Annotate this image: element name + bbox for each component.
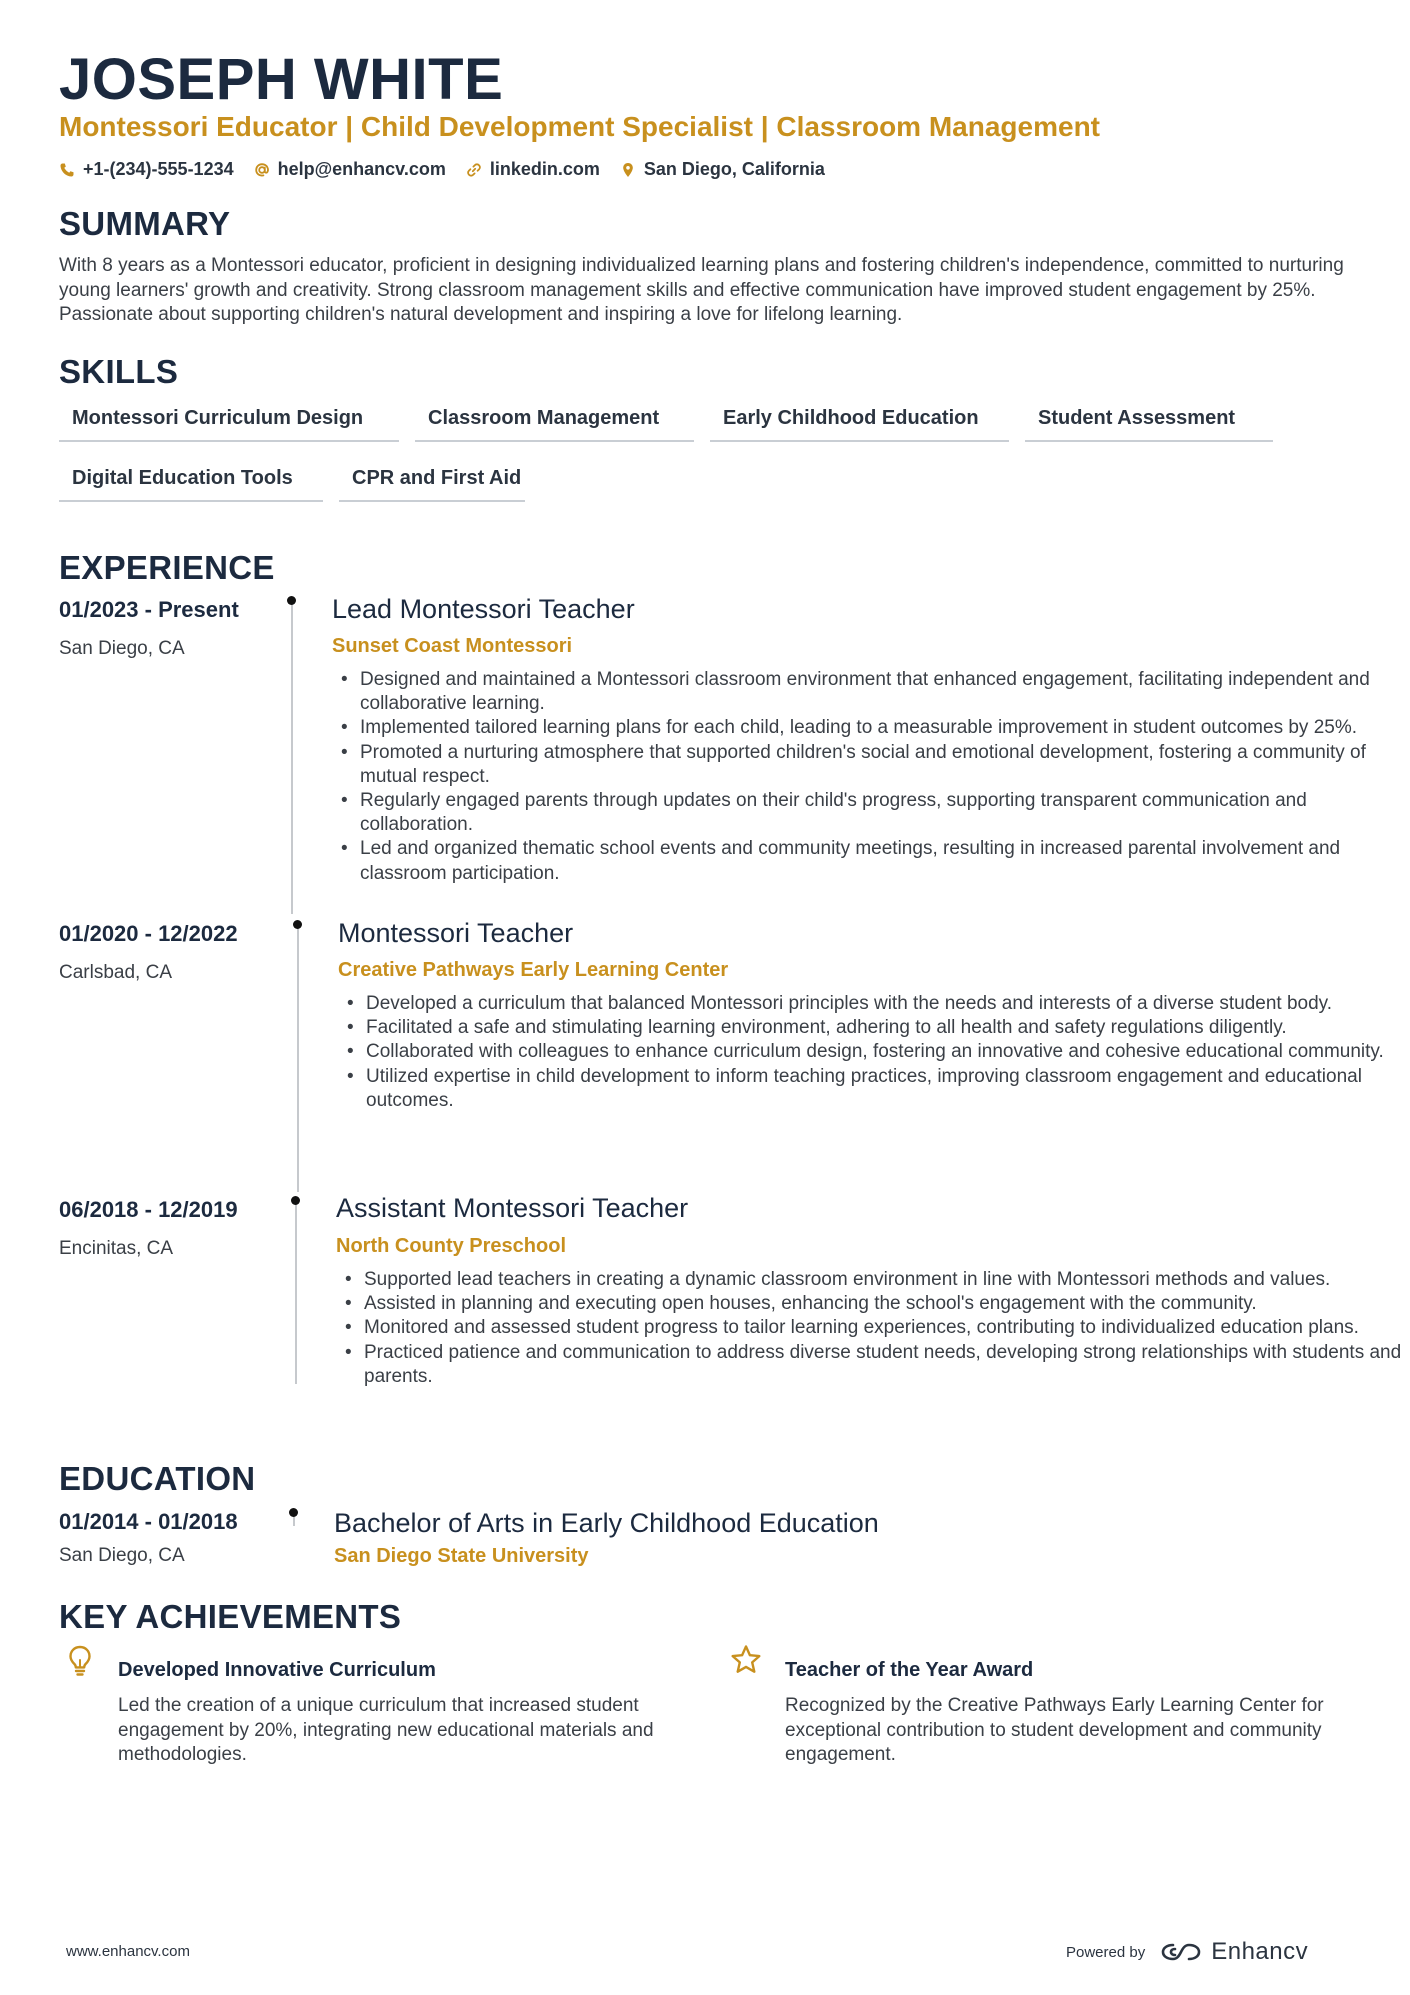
timeline-dot <box>289 1508 298 1517</box>
education-degree: Bachelor of Arts in Early Childhood Education <box>334 1508 879 1538</box>
job-dates: 01/2023 - Present <box>59 597 239 622</box>
job-location: Encinitas, CA <box>59 1238 174 1259</box>
at-sign-icon <box>254 162 270 178</box>
candidate-name: JOSEPH WHITE <box>59 47 504 112</box>
achievement-title: Developed Innovative Curriculum <box>118 1659 436 1681</box>
timeline-line <box>295 1200 297 1384</box>
achievement-description: Led the creation of a unique curriculum that increased student engagement by 20%, integrating new educational materials and methodologies. <box>118 1695 654 1765</box>
timeline-dot <box>291 1196 300 1205</box>
phone-text: +1-(234)-555-1234 <box>83 159 234 179</box>
powered-by-label: Powered by <box>1066 1943 1146 1961</box>
job-bullet: • Assisted in planning and executing open houses, enhancing the school's engagement with the community. <box>336 1292 1408 1316</box>
achievements-heading: KEY ACHIEVEMENTS <box>59 1598 402 1635</box>
education-school: San Diego State University <box>334 1545 589 1567</box>
brand-logo[interactable] <box>1159 1938 1308 1966</box>
job-bullet: • Regularly engaged parents through updates on their child's progress, supporting transparent communication and collaboration. <box>332 789 1402 837</box>
job-bullet: • Promoted a nurturing atmosphere that supported children's social and emotional development, fostering a community of mutual respect. <box>332 741 1402 789</box>
job-bullet: • Implemented tailored learning plans for each child, leading to a measurable improvement in student outcomes by 25%. <box>332 716 1402 740</box>
timeline-line <box>297 924 299 1192</box>
summary-heading: SUMMARY <box>59 205 231 242</box>
job-bullet: • Monitored and assessed student progress to tailor learning experiences, contributing to individualized education plans. <box>336 1316 1408 1340</box>
education-dates: 01/2014 - 01/2018 <box>59 1509 238 1534</box>
job-dates: 01/2020 - 12/2022 <box>59 921 238 946</box>
job-dates: 06/2018 - 12/2019 <box>59 1197 238 1222</box>
job-bullet: • Practiced patience and communication to address diverse student needs, developing strong relationships with students and parents. <box>336 1341 1408 1389</box>
job-bullets <box>332 668 1402 886</box>
job-location: Carlsbad, CA <box>59 962 172 983</box>
skill-tag: Student Assessment <box>1025 407 1273 442</box>
job-bullets <box>336 1268 1408 1389</box>
footer-website[interactable]: www.enhancv.com <box>66 1943 190 1960</box>
brand-name: Enhancv <box>1211 1938 1309 1965</box>
lightbulb-icon <box>63 1643 97 1677</box>
summary-text: With 8 years as a Montessori educator, proficient in designing individualized learning plans and fostering children's independence, committed to nurturing young learners' growth and creativity. Strong classroom management skills and effective communication have improved student engagement by 25%. Passionate about supporting children's natural development and inspiring a love for lifelong learning. <box>59 255 1344 325</box>
skills-heading: SKILLS <box>59 353 179 390</box>
job-title: Montessori Teacher <box>338 918 574 948</box>
linkedin-text: linkedin.com <box>489 159 600 179</box>
job-bullet: • Supported lead teachers in creating a dynamic classroom environment in line with Montessori methods and values. <box>336 1268 1408 1292</box>
contact-bar <box>59 159 825 180</box>
job-bullet: • Led and organized thematic school events and community meetings, resulting in increased parental involvement and classroom participation. <box>332 837 1402 885</box>
skill-tag: Early Childhood Education <box>710 407 1009 442</box>
enhancv-logo-icon <box>1159 1940 1203 1964</box>
email-text: help@enhancv.com <box>277 159 446 179</box>
experience-heading: EXPERIENCE <box>59 549 275 586</box>
education-location: San Diego, CA <box>59 1545 185 1566</box>
footer-branding <box>1066 1938 1308 1966</box>
timeline-dot <box>287 596 296 605</box>
link-icon <box>466 162 482 178</box>
job-title: Lead Montessori Teacher <box>332 594 635 624</box>
achievement-title: Teacher of the Year Award <box>785 1659 1034 1681</box>
job-location: San Diego, CA <box>59 638 185 659</box>
contact-location <box>620 159 825 180</box>
contact-phone <box>59 159 234 180</box>
achievement-description: Recognized by the Creative Pathways Early Learning Center for exceptional contribution to student development and community engagement. <box>785 1695 1324 1765</box>
location-pin-icon <box>620 162 636 178</box>
job-company: North County Preschool <box>336 1235 567 1257</box>
job-bullet: • Collaborated with colleagues to enhance curriculum design, fostering an innovative and cohesive educational community. <box>338 1040 1402 1064</box>
job-bullet: • Utilized expertise in child development to inform teaching practices, improving classroom engagement and educational outcomes. <box>338 1065 1402 1113</box>
job-bullets <box>338 992 1402 1113</box>
phone-icon <box>59 162 75 178</box>
job-bullet: • Facilitated a safe and stimulating learning environment, adhering to all health and safety regulations diligently. <box>338 1016 1402 1040</box>
contact-email[interactable] <box>254 159 446 180</box>
job-title: Assistant Montessori Teacher <box>336 1193 689 1223</box>
skill-tag: Digital Education Tools <box>59 467 323 502</box>
job-company: Sunset Coast Montessori <box>332 635 573 657</box>
education-heading: EDUCATION <box>59 1460 256 1497</box>
star-icon <box>729 1643 763 1677</box>
timeline-line <box>291 600 293 914</box>
skill-tag: CPR and First Aid <box>339 467 525 502</box>
job-bullet: • Developed a curriculum that balanced Montessori principles with the needs and interests of a diverse student body. <box>338 992 1402 1016</box>
skill-tag: Montessori Curriculum Design <box>59 407 399 442</box>
timeline-dot <box>293 920 302 929</box>
skill-tag: Classroom Management <box>415 407 694 442</box>
location-text: San Diego, California <box>643 159 825 179</box>
candidate-headline: Montessori Educator | Child Development Specialist | Classroom Management <box>59 111 1101 142</box>
job-bullet: • Designed and maintained a Montessori classroom environment that enhanced engagement, facilitating independent and collaborative learning. <box>332 668 1402 716</box>
contact-linkedin[interactable] <box>466 159 600 180</box>
job-company: Creative Pathways Early Learning Center <box>338 959 729 981</box>
